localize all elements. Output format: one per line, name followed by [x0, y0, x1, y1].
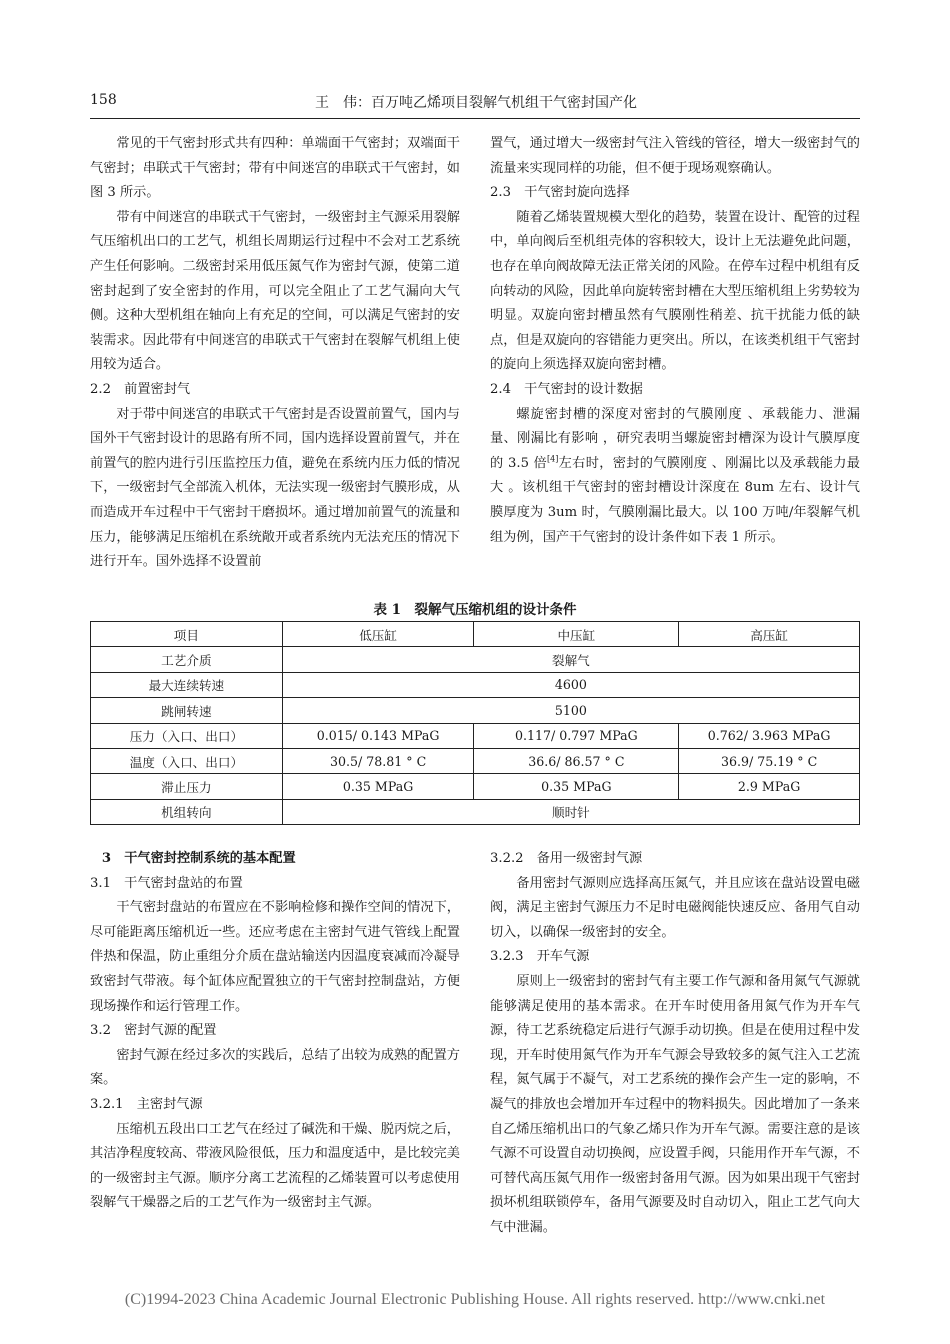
header-cell: 项目	[91, 622, 283, 647]
table-cell: 0.35 MPaG	[282, 774, 474, 799]
paragraph: 带有中间迷宫的串联式干气密封，一级密封主气源采用裂解气压缩机出口的工艺气，机组长周期运行过程中不会对工艺系统产生任何影响。二级密封采用低压氮气作为密封气源，使第二道密封起到了安全密封的作用，可以完全阻止了工艺气漏向大气侧。这种大型机组在轴向上有充足的空间，可以满足气密封的安装需求。因此带有中间迷宫的串联式干气密封在裂解气机组上使用较为适合。	[90, 209, 460, 373]
table-cell: 0.762/ 3.963 MPaG	[679, 723, 860, 748]
table-cell: 0.117/ 0.797 MPaG	[474, 723, 679, 748]
paragraph-continued: 置气，通过增大一级密封气注入管线的管径，增大一级密封气的流量来实现同样的功能，但不便于现场观察确认。	[490, 136, 860, 176]
paragraph: 常见的干气密封形式共有四种：单端面干气密封；双端面干气密封；串联式干气密封；带有中间迷宫的串联式干气密封，如图 3 所示。	[90, 136, 460, 201]
paragraph: 原则上一级密封的密封气有主要工作气源和备用氮气气源就能够满足使用的基本需求。在开车时使用备用氮气作为开车气源，待工艺系统稳定后进行气源手动切换。但是在使用过程中发现，开车时使用氮气作为开车气源会导致较多的氮气注入工艺流程，氮气属于不凝气，对工艺系统的操作会产生一定的影响，不凝气的排放也会增加开车过程中的物料损失。因此增加了一条来自乙烯压缩机出口的气象乙烯只作为开车气源。需要注意的是该气源不可设置自动切换阀，应设置手阀，只能用作开车气源，不可替代高压氮气用作一级密封备用气源。因为如果出现干气密封损坏机组联锁停车，备用气源要及时自动切入，阻止工艺气向大气中泄漏。	[490, 973, 860, 1235]
header-cell: 中压缸	[474, 622, 679, 647]
paragraph: 干气密封盘站的布置应在不影响检修和操作空间的情况下，尽可能距离压缩机近一些。还应考虑在主密封气进气管线上配置伴热和保温，防止重组分介质在盘站输送内因温度衰减而冷凝导致密封气带液。每个缸体应配置独立的干气密封控制盘站，方便现场操作和运行管理工作。	[90, 900, 460, 1014]
text-run: 螺旋密封槽的深度对密封的气膜刚度 、承载能力、泄漏量、刚漏比有影响 ，研究表明当螺旋密封槽深为设计气膜厚度的 3.5 倍	[490, 406, 860, 471]
section-heading-3-2-1: 3.2.1 主密封气源	[90, 1096, 203, 1112]
citation-ref[interactable]: [4]	[547, 454, 559, 464]
section-heading-3-2-2: 3.2.2 备用一级密封气源	[490, 851, 643, 866]
table-row	[91, 799, 860, 824]
table-caption: 表 1 裂解气压缩机组的设计条件	[373, 602, 577, 618]
table-row	[91, 748, 860, 773]
paragraph: 对于带中间迷宫的串联式干气密封是否设置前置气，国内与国外干气密封设计的思路有所不同，国内选择设置前置气，并在前置气的腔内进行引压监控压力值，避免在系统内压力低的情况下，一级密封气全部流入机体，无法实现一级密封气膜形成，从而造成开车过程中干气密封干磨损坏。通过增加前置气的流量和压力，能够满足压缩机在系统敞开或者系统内无法充压的情况下进行开车。国外选择不设置前	[90, 406, 460, 570]
row-label: 工艺介质	[91, 647, 283, 672]
table-cell: 2.9 MPaG	[679, 774, 860, 799]
left-column-top	[90, 132, 460, 575]
section-heading-3: 3 干气密封控制系统的基本配置	[101, 851, 296, 866]
table-row	[91, 672, 860, 697]
table-header-row	[91, 622, 860, 647]
section-heading-2-2: 2.2 前置密封气	[90, 381, 191, 397]
section-heading-2-3: 2.3 干气密封旋向选择	[490, 185, 630, 201]
paragraph: 随着乙烯装置规模大型化的趋势，装置在设计、配管的过程中，单向阀后至机组壳体的容积较大，设计上无法避免此问题，也存在单向阀故障无法正常关闭的风险。在停车过程中机组有反向转动的风险，因此单向旋转密封槽在大型压缩机组上劣势较为明显。双旋向密封槽虽然有气膜刚性稍差、抗干扰能力低的缺点，但是双旋向的容错能力更突出。所以，在该类机组干气密封的旋向上须选择双旋向密封槽。	[490, 209, 860, 373]
table-cell: 30.5/ 78.81 ° C	[282, 748, 474, 773]
row-label: 跳闸转速	[91, 698, 283, 723]
section-heading-3-2-3: 3.2.3 开车气源	[490, 949, 590, 965]
row-label: 机组转向	[91, 799, 283, 824]
row-label: 温度（入口、出口）	[91, 748, 283, 773]
right-column-bottom	[490, 847, 860, 1241]
running-header	[90, 92, 860, 119]
header-cell: 低压缸	[282, 622, 474, 647]
table-cell: 裂解气	[282, 647, 859, 672]
paragraph: 压缩机五段出口工艺气在经过了碱洗和干燥、脱丙烷之后，其洁净程度较高、带液风险很低，压力和温度适中，是比较完美的一级密封主气源。顺序分离工艺流程的乙烯装置可以考虑使用裂解气干燥器之后的工艺气作为一级密封主气源。	[90, 1121, 460, 1211]
paragraph	[490, 403, 860, 551]
section-heading-3-2: 3.2 密封气源的配置	[90, 1023, 217, 1039]
design-conditions-table	[90, 621, 860, 825]
paragraph: 密封气源在经过多次的实践后，总结了出较为成熟的配置方案。	[90, 1047, 460, 1088]
table-cell: 36.6/ 86.57 ° C	[474, 748, 679, 773]
table-row	[91, 774, 860, 799]
table-cell: 0.015/ 0.143 MPaG	[282, 723, 474, 748]
running-title: 王 伟：百万吨乙烯项目裂解气机组干气密封国产化	[315, 95, 637, 111]
paragraph: 备用密封气源则应选择高压氮气，并且应该在盘站设置电磁阀，满足主密封气源压力不足时电磁阀能快速反应、备用气自动切入，以确保一级密封的安全。	[490, 875, 860, 940]
page-number: 158	[90, 92, 117, 108]
row-label: 压力（入口、出口）	[91, 723, 283, 748]
table-row	[91, 698, 860, 723]
row-label: 最大连续转速	[91, 672, 283, 697]
text-run: 左右时，密封的气膜刚度 、刚漏比以及承载能力最大 。该机组干气密封的密封槽设计深度在 8um 左右、设计气膜厚度为 3um 时，气膜刚漏比最大。以 100 万吨/年裂解气机组为例，国产干气密封的设计条件如下表 1 所示。	[490, 455, 860, 545]
left-column-bottom	[90, 847, 460, 1216]
copyright-footer: (C)1994-2023 China Academic Journal Electronic Publishing House. All rights reserved. http://www.cnki.net	[124, 1291, 826, 1308]
table-row	[91, 647, 860, 672]
table-cell: 4600	[282, 672, 859, 697]
section-heading-3-1: 3.1 干气密封盘站的布置	[90, 875, 243, 891]
table-cell: 0.35 MPaG	[474, 774, 679, 799]
section-heading-2-4: 2.4 干气密封的设计数据	[490, 381, 643, 397]
row-label: 滞止压力	[91, 774, 283, 799]
table-cell: 5100	[282, 698, 859, 723]
right-column-top	[490, 132, 860, 550]
table-cell: 36.9/ 75.19 ° C	[679, 748, 860, 773]
header-cell: 高压缸	[679, 622, 860, 647]
table-cell: 顺时针	[282, 799, 859, 824]
table-row	[91, 723, 860, 748]
